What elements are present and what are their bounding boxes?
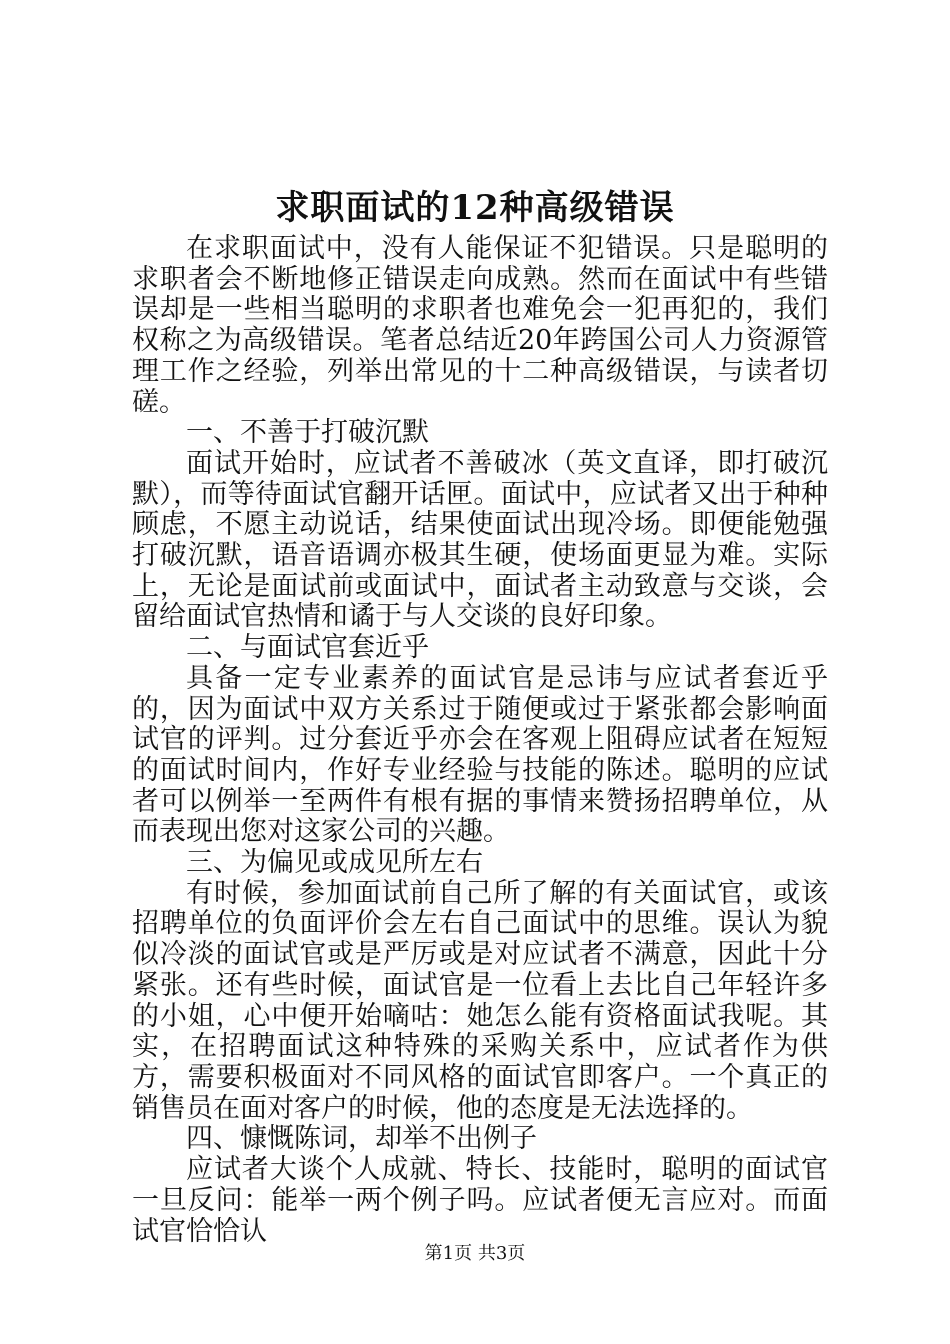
document-title: 求职面试的12种高级错误 — [275, 188, 675, 228]
document-body — [132, 234, 828, 1247]
section-heading-4: 四、慷慨陈词，却举不出例子 — [186, 1123, 537, 1155]
section-heading-2: 二、与面试官套近乎 — [186, 632, 429, 664]
page-footer: 第1页 共3页 — [424, 1243, 526, 1264]
section-paragraph-3: 有时候，参加面试前自己所了解的有关面试官，或该招聘单位的负面评价会左右自己面试中的思维。误认为貌似冷淡的面试官或是严厉或是对应试者不满意，因此十分紧张。还有些时候，面试官是一位看上去比自己年轻许多的小姐，心中便开始嘀咕：她怎么能有资格面试我呢。其实，在招聘面试这种特殊的采购关系中，应试者作为供方，需要积极面对不同风格的面试官即客户。一个真正的销售员在面对客户的时候，他的态度是无法选择的。 — [132, 877, 828, 1124]
section-paragraph-2: 具备一定专业素养的面试官是忌讳与应试者套近乎的，因为面试中双方关系过于随便或过于紧张都会影响面试官的评判。过分套近乎亦会在客观上阻碍应试者在短短的面试时间内，作好专业经验与技能的陈述。聪明的应试者可以例举一至两件有根有据的事情来赞扬招聘单位，从而表现出您对这家公司的兴趣。 — [132, 662, 828, 848]
intro-paragraph: 在求职面试中，没有人能保证不犯错误。只是聪明的求职者会不断地修正错误走向成熟。然而在面试中有些错误却是一些相当聪明的求职者也难免会一犯再犯的，我们权称之为高级错误。笔者总结近20年跨国公司人力资源管理工作之经验，列举出常见的十二种高级错误，与读者切磋。 — [132, 233, 828, 418]
section-heading-1: 一、不善于打破沉默 — [186, 417, 429, 449]
section-paragraph-4: 应试者大谈个人成就、特长、技能时，聪明的面试官一旦反问：能举一两个例子吗。应试者便无言应对。而面试官恰恰认 — [132, 1154, 828, 1247]
section-paragraph-1: 面试开始时，应试者不善破冰（英文直译，即打破沉默），而等待面试官翻开话匣。面试中，应试者又出于种种顾虑，不愿主动说话，结果使面试出现冷场。即便能勉强打破沉默，语音语调亦极其生硬，使场面更显为难。实际上，无论是面试前或面试中，面试者主动致意与交谈，会留给面试官热情和谲于与人交谈的良好印象。 — [132, 447, 828, 633]
section-heading-3: 三、为偏见或成见所左右 — [186, 847, 483, 879]
